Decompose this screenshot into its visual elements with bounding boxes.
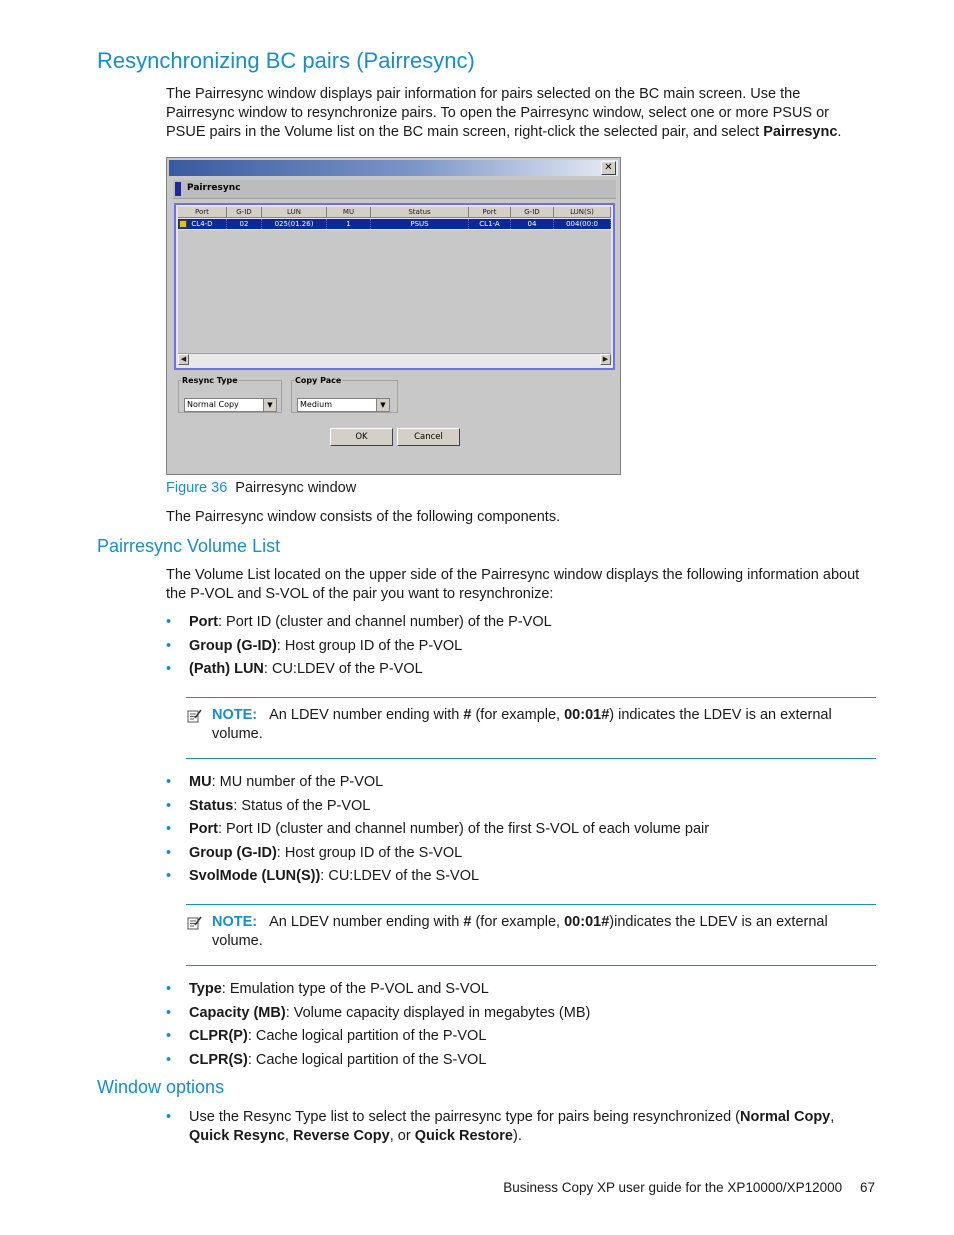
bullet-dot: •	[166, 981, 172, 997]
scroll-right-icon[interactable]: ▶	[600, 354, 611, 365]
list-item	[166, 1027, 590, 1051]
volume-list-paragraph: The Volume List located on the upper side of the Pairresync window displays the following information about the P-VOL and S-VOL of the pair you want to resynchronize:	[166, 567, 860, 602]
bullet-dot: •	[166, 1051, 172, 1068]
bullet-dot: •	[166, 844, 172, 861]
list-item	[166, 844, 709, 868]
item-term: Port	[189, 614, 218, 630]
intro-end: .	[837, 124, 842, 140]
bullet-dot: •	[166, 774, 172, 790]
list-item	[166, 660, 552, 684]
col-gid[interactable]: G-ID	[227, 207, 262, 218]
chevron-down-icon[interactable]: ▼	[376, 399, 389, 411]
item-desc: : Status of the P-VOL	[233, 797, 371, 814]
note-text: An LDEV number ending with	[269, 914, 464, 930]
item-desc: : Cache logical partition of the S-VOL	[247, 1051, 487, 1068]
note-text: An LDEV number ending with	[269, 707, 464, 723]
table-row[interactable]	[178, 219, 611, 229]
note-example: 00:01#	[564, 914, 610, 930]
page-footer	[503, 1180, 875, 1195]
item-term: CLPR(P)	[189, 1028, 248, 1044]
note-text: (for example,	[471, 914, 565, 930]
intro-paragraph	[166, 85, 866, 142]
window-header	[173, 180, 616, 199]
note-text: )indicates the LDEV is an external volume.	[212, 914, 828, 949]
chevron-down-icon[interactable]: ▼	[263, 399, 276, 411]
window-options-text	[166, 1108, 866, 1146]
col-mu[interactable]: MU	[327, 207, 371, 218]
intro-text: The Pairresync window displays pair information for pairs selected on the BC main screen. Use the Pairresync window to resynchronize pairs. To open the Pairresync window, select one or more PSUS or PSUE pairs in the Volume list on the BC main screen, right-click the selected pair, and select	[166, 86, 830, 140]
option-quick-restore: Quick Restore	[414, 1128, 514, 1144]
option-sep: ,	[284, 1128, 293, 1144]
scroll-left-icon[interactable]: ◀	[178, 354, 189, 365]
cell-port: CL4-D	[178, 219, 227, 229]
bullet-dot: •	[166, 797, 172, 814]
item-term: Status	[189, 797, 234, 814]
item-desc: : Cache logical partition of the P-VOL	[247, 1028, 487, 1044]
note-box-1	[186, 697, 876, 759]
note-example: 00:01#	[564, 707, 610, 723]
window-title: Pairresync	[187, 183, 241, 193]
note-label: NOTE:	[212, 914, 258, 930]
horizontal-scrollbar[interactable]	[178, 353, 611, 366]
item-desc: : Port ID (cluster and channel number) of the P-VOL	[218, 614, 552, 630]
copy-pace-label: Copy Pace	[295, 376, 342, 385]
list-item	[166, 1051, 590, 1075]
intro-bold: Pairresync	[763, 124, 838, 140]
figure-caption-text: Pairresync window	[235, 480, 357, 496]
item-term: MU	[189, 774, 212, 790]
figure-caption	[166, 480, 356, 496]
list-item	[166, 773, 709, 797]
volume-list	[174, 203, 615, 370]
bullet-dot: •	[166, 821, 172, 837]
copy-pace-group	[291, 376, 398, 413]
item-term: (Path) LUN	[189, 661, 264, 677]
pairresync-window-screenshot	[166, 157, 621, 475]
item-desc: : Emulation type of the P-VOL and S-VOL	[221, 981, 489, 997]
cell-lun-s: 004(00:0	[554, 219, 611, 229]
col-port-s[interactable]: Port	[469, 207, 511, 218]
col-gid-s[interactable]: G-ID	[511, 207, 554, 218]
col-status[interactable]: Status	[371, 207, 469, 218]
bullet-dot: •	[166, 661, 172, 677]
cell-status: PSUS	[371, 219, 469, 229]
page-number: 67	[859, 1180, 875, 1195]
cell-port-s: CL1-A	[469, 219, 511, 229]
note-pad-icon	[187, 915, 202, 930]
bullet-dot: •	[166, 614, 172, 630]
item-desc: : CU:LDEV of the P-VOL	[263, 661, 423, 677]
item-desc: : Host group ID of the P-VOL	[276, 637, 463, 654]
section-heading-volume-list: Pairresync Volume List	[97, 536, 281, 556]
cell-gid-s: 04	[511, 219, 554, 229]
resync-type-label: Resync Type	[182, 376, 238, 385]
bullet-dot: •	[166, 1109, 172, 1125]
page-heading: Resynchronizing BC pairs (Pairresync)	[97, 48, 475, 73]
note-text: ) indicates the LDEV is an external volume.	[212, 707, 832, 742]
list-item	[166, 980, 590, 1004]
item-desc: : Port ID (cluster and channel number) of the first S-VOL of each volume pair	[218, 821, 710, 837]
list-item	[166, 797, 709, 821]
list-item	[166, 613, 552, 637]
pair-status-icon	[179, 220, 187, 228]
close-icon[interactable]: ✕	[601, 161, 616, 175]
option-text: ).	[513, 1128, 522, 1144]
copy-pace-value: Medium	[300, 400, 332, 409]
components-text: The Pairresync window consists of the following components.	[166, 509, 561, 525]
bullet-dot: •	[166, 868, 172, 884]
cell-gid: 02	[227, 219, 262, 229]
header-marker	[175, 182, 181, 196]
footer-text: Business Copy XP user guide for the XP10000/XP12000	[503, 1180, 843, 1195]
option-text: Use the Resync Type list to select the pairresync type for pairs being resynchronized (	[189, 1109, 740, 1125]
option-quick-resync: Quick Resync	[189, 1128, 285, 1144]
note-pad-icon	[187, 708, 202, 723]
list-empty-area	[178, 230, 611, 355]
option-sep: ,	[830, 1109, 835, 1125]
cell-mu: 1	[327, 219, 371, 229]
item-term: Group (G-ID)	[189, 844, 277, 861]
item-term: CLPR(S)	[189, 1051, 248, 1068]
bullet-dot: •	[166, 1004, 172, 1021]
bullet-list-1	[166, 613, 552, 684]
ok-button[interactable]: OK	[330, 428, 393, 446]
list-item	[166, 637, 552, 661]
option-sep: , or	[389, 1128, 415, 1144]
volume-list-header	[178, 207, 611, 218]
list-item	[166, 867, 709, 891]
bullet-list-2	[166, 773, 709, 891]
note-text: (for example,	[471, 707, 565, 723]
note-box-2	[186, 904, 876, 966]
item-term: Group (G-ID)	[189, 637, 277, 654]
option-reverse-copy: Reverse Copy	[292, 1128, 390, 1144]
item-desc: : CU:LDEV of the S-VOL	[320, 868, 480, 884]
item-term: SvolMode (LUN(S))	[189, 868, 321, 884]
window-titlebar	[169, 160, 618, 176]
item-term: Port	[189, 821, 218, 837]
note-hash: #	[463, 707, 472, 723]
col-lun-s[interactable]: LUN(S)	[554, 207, 611, 218]
col-port[interactable]: Port	[178, 207, 227, 218]
list-item	[166, 820, 709, 844]
item-desc: : Volume capacity displayed in megabytes (MB)	[285, 1004, 591, 1021]
window-options-bullet	[166, 1108, 866, 1146]
item-term: Type	[189, 981, 222, 997]
option-normal-copy: Normal Copy	[740, 1109, 831, 1125]
section-heading-window-options: Window options	[97, 1077, 225, 1097]
item-desc: : Host group ID of the S-VOL	[276, 844, 463, 861]
copy-pace-select[interactable]	[297, 398, 390, 412]
resync-type-select[interactable]	[184, 398, 277, 412]
bullet-list-3	[166, 980, 590, 1074]
note-hash: #	[463, 914, 472, 930]
resync-type-group	[178, 376, 282, 413]
col-lun[interactable]: LUN	[262, 207, 327, 218]
resync-type-value: Normal Copy	[187, 400, 239, 409]
item-desc: : MU number of the P-VOL	[211, 774, 384, 790]
bullet-dot: •	[166, 637, 172, 654]
bullet-dot: •	[166, 1028, 172, 1044]
figure-number: Figure 36	[166, 480, 228, 496]
cancel-button[interactable]: Cancel	[397, 428, 460, 446]
item-term: Capacity (MB)	[189, 1004, 286, 1021]
list-item	[166, 1004, 590, 1028]
note-label: NOTE:	[212, 707, 258, 723]
cell-lun: 025(01.26)	[262, 219, 327, 229]
